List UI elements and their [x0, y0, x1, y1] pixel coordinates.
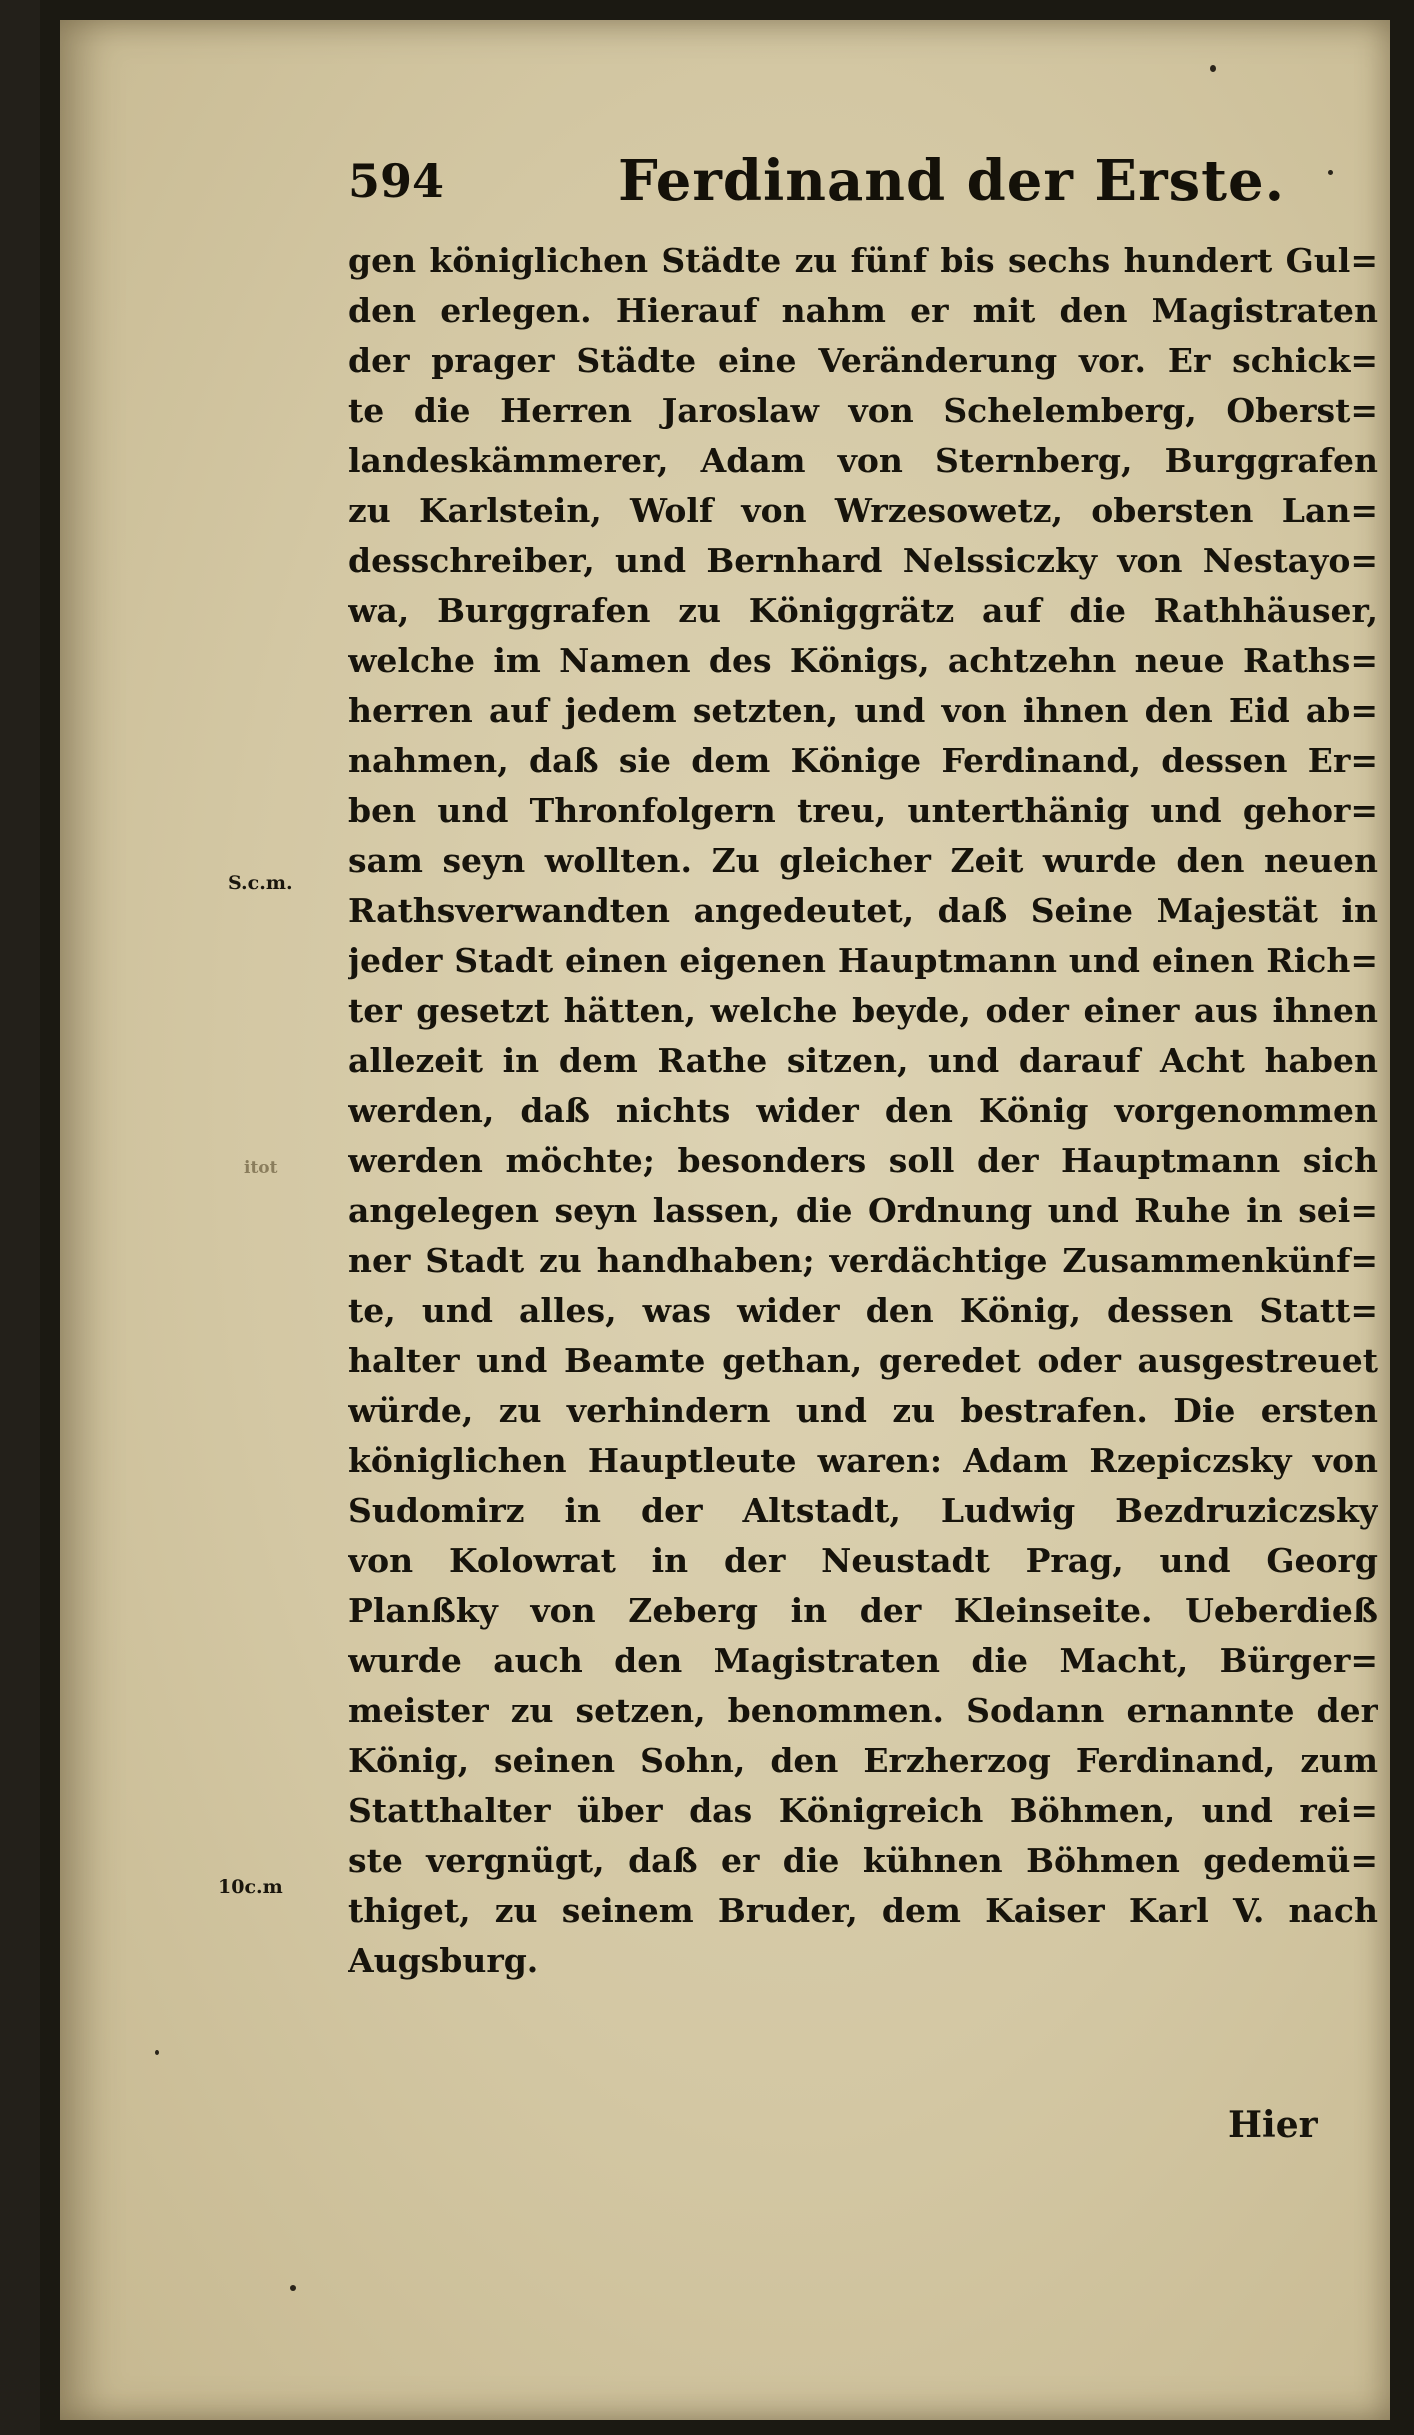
- margin-note: itot: [244, 1158, 278, 1178]
- text-line: Augsburg.: [348, 1941, 539, 1980]
- margin-note: 10c.m: [218, 1876, 283, 1898]
- text-line: gen königlichen Städte zu fünf bis sechs hundert Gul=: [348, 241, 1378, 280]
- text-line: desschreiber, und Bernhard Nelssiczky von Nestayo=: [348, 541, 1378, 580]
- text-line: den erlegen. Hierauf nahm er mit den Magistraten: [348, 291, 1378, 330]
- text-line: sam seyn wollten. Zu gleicher Zeit wurde den neuen: [348, 841, 1378, 880]
- running-head: Ferdinand der Erste.: [618, 148, 1286, 214]
- text-line: wurde auch den Magistraten die Macht, Bürger=: [348, 1641, 1378, 1680]
- text-line: ste vergnügt, daß er die kühnen Böhmen gedemü=: [348, 1841, 1378, 1880]
- text-line: Sudomirz in der Altstadt, Ludwig Bezdruziczsky: [348, 1491, 1378, 1530]
- paper-speck: [290, 2285, 296, 2291]
- text-line: halter und Beamte gethan, geredet oder ausgestreuet: [348, 1341, 1378, 1380]
- text-line: königlichen Hauptleute waren: Adam Rzepiczsky von: [348, 1441, 1378, 1480]
- text-line: wa, Burggrafen zu Königgrätz auf die Rathhäuser,: [348, 591, 1378, 630]
- text-line: würde, zu verhindern und zu bestrafen. Die ersten: [348, 1391, 1378, 1430]
- text-line: zu Karlstein, Wolf von Wrzesowetz, obersten Lan=: [348, 491, 1378, 530]
- margin-note: S.c.m.: [228, 872, 293, 894]
- text-line: der prager Städte eine Veränderung vor. Er schick=: [348, 341, 1378, 380]
- text-line: von Kolowrat in der Neustadt Prag, und Georg: [348, 1541, 1378, 1580]
- page-header: [348, 148, 1308, 218]
- text-line: welche im Namen des Königs, achtzehn neue Raths=: [348, 641, 1378, 680]
- text-line: allezeit in dem Rathe sitzen, und darauf Acht haben: [348, 1041, 1378, 1080]
- page-number: 594: [348, 154, 445, 208]
- text-line: ner Stadt zu handhaben; verdächtige Zusammenkünf=: [348, 1241, 1378, 1280]
- text-line: Rathsverwandten angedeutet, daß Seine Majestät in: [348, 891, 1378, 930]
- catchword: Hier: [1228, 2104, 1318, 2146]
- text-line: angelegen seyn lassen, die Ordnung und Ruhe in sei=: [348, 1191, 1378, 1230]
- text-line: landeskämmerer, Adam von Sternberg, Burggrafen: [348, 441, 1378, 480]
- text-line: ter gesetzt hätten, welche beyde, oder einer aus ihnen: [348, 991, 1378, 1030]
- text-line: werden, daß nichts wider den König vorgenommen: [348, 1091, 1378, 1130]
- text-line: te, und alles, was wider den König, dessen Statt=: [348, 1291, 1378, 1330]
- text-line: König, seinen Sohn, den Erzherzog Ferdinand, zum: [348, 1741, 1378, 1780]
- text-line: werden möchte; besonders soll der Hauptmann sich: [348, 1141, 1378, 1180]
- text-line: jeder Stadt einen eigenen Hauptmann und einen Rich=: [348, 941, 1378, 980]
- body-text: [348, 236, 1378, 1986]
- paper-speck: [1210, 65, 1216, 72]
- paper-speck: [1328, 170, 1333, 175]
- text-line: herren auf jedem setzten, und von ihnen den Eid ab=: [348, 691, 1378, 730]
- text-line: meister zu setzen, benommen. Sodann ernannte der: [348, 1691, 1378, 1730]
- text-line: thiget, zu seinem Bruder, dem Kaiser Karl V. nach: [348, 1891, 1378, 1930]
- text-line: Planßky von Zeberg in der Kleinseite. Ueberdieß: [348, 1591, 1378, 1630]
- text-line: ben und Thronfolgern treu, unterthänig und gehor=: [348, 791, 1378, 830]
- paper-speck: [155, 2050, 159, 2055]
- text-line: Statthalter über das Königreich Böhmen, und rei=: [348, 1791, 1378, 1830]
- text-line: nahmen, daß sie dem Könige Ferdinand, dessen Er=: [348, 741, 1378, 780]
- text-line: te die Herren Jaroslaw von Schelemberg, Oberst=: [348, 391, 1378, 430]
